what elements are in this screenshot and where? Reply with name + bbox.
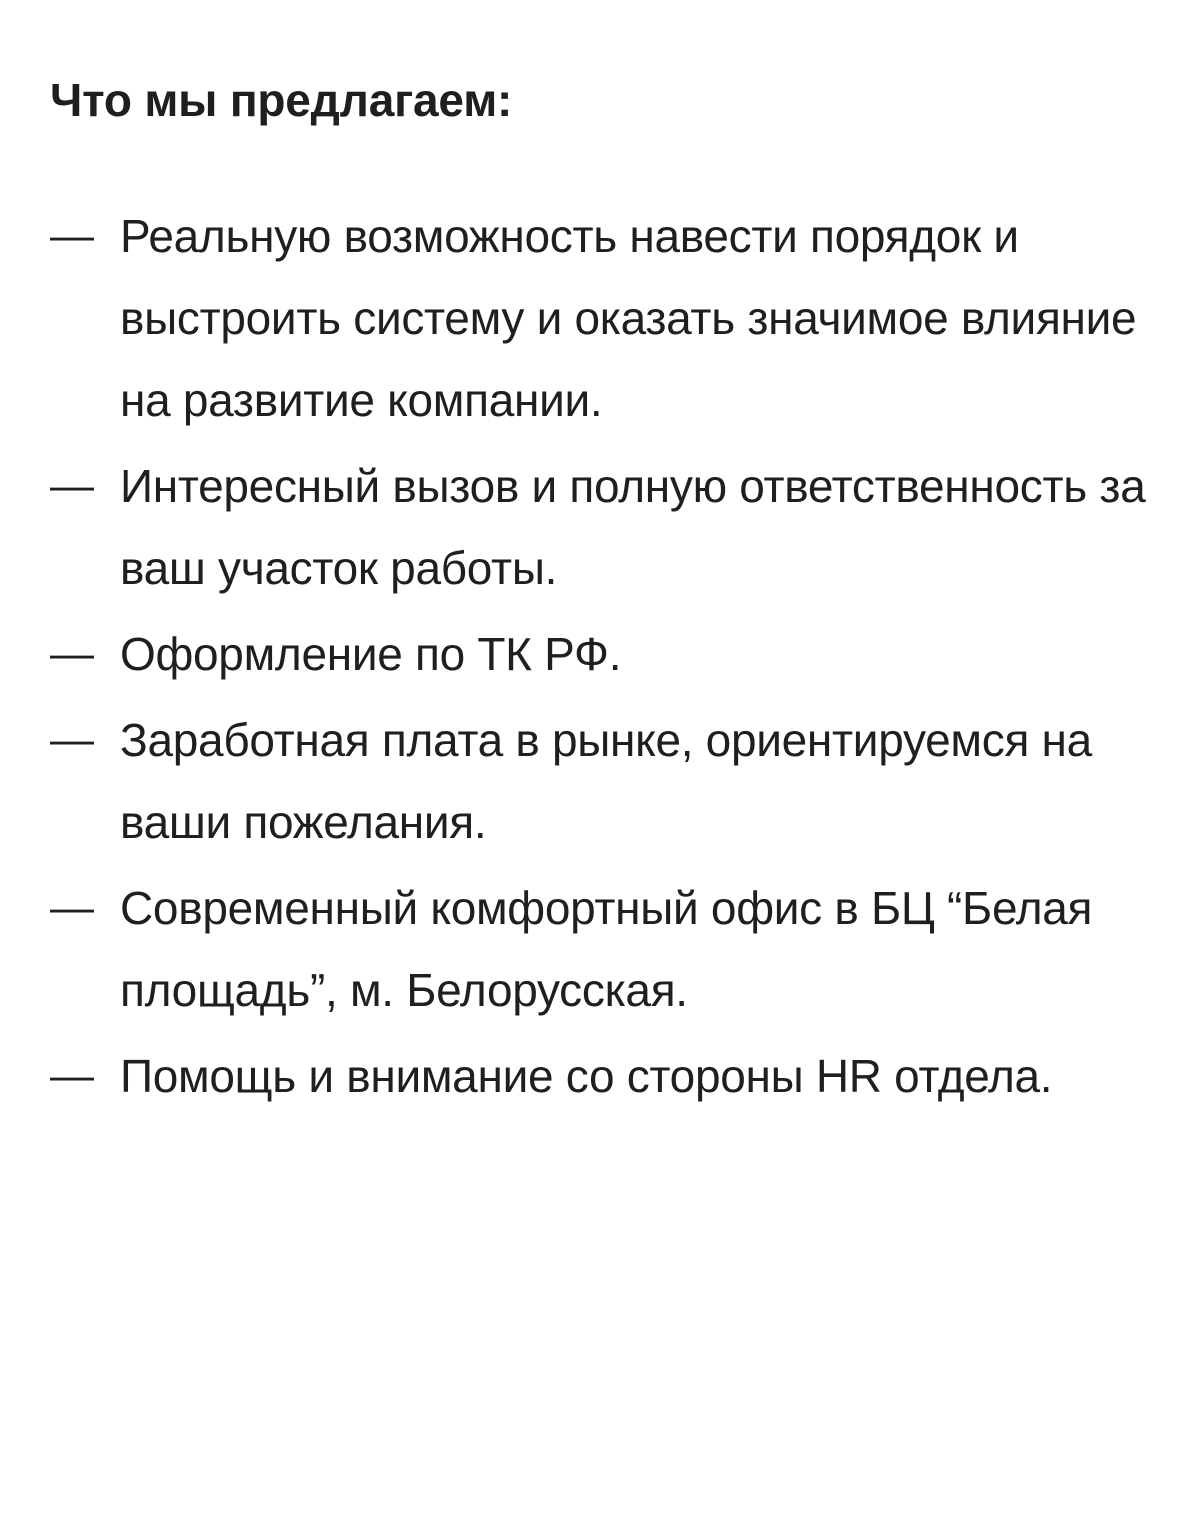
list-item xyxy=(50,867,1170,1031)
dash-bullet: — xyxy=(50,715,94,764)
dash-bullet: — xyxy=(50,629,94,678)
list-item xyxy=(50,699,1170,863)
dash-bullet: — xyxy=(50,883,94,932)
list-item-text: Реальную возможность навести порядок и выстроить систему и оказать значимое влияние на развитие компании. xyxy=(120,210,1137,426)
section-heading: Что мы предлагаем: xyxy=(50,74,513,126)
list-item-text: Оформление по ТК РФ. xyxy=(120,628,622,680)
list-item-text: Интересный вызов и полную ответственность за ваш участок работы. xyxy=(120,460,1146,594)
dash-bullet: — xyxy=(50,211,94,260)
dash-bullet: — xyxy=(50,461,94,510)
list-item xyxy=(50,195,1170,441)
offer-list xyxy=(50,195,1170,1121)
dash-bullet: — xyxy=(50,1051,94,1100)
list-item xyxy=(50,1035,1170,1117)
list-item-text: Заработная плата в рынке, ориентируемся на ваши пожелания. xyxy=(120,714,1092,848)
list-item xyxy=(50,445,1170,609)
list-item-text: Помощь и внимание со стороны HR отдела. xyxy=(120,1050,1053,1102)
list-item-text: Современный комфортный офис в БЦ “Белая площадь”, м. Белорусская. xyxy=(120,882,1093,1016)
list-item xyxy=(50,613,1170,695)
